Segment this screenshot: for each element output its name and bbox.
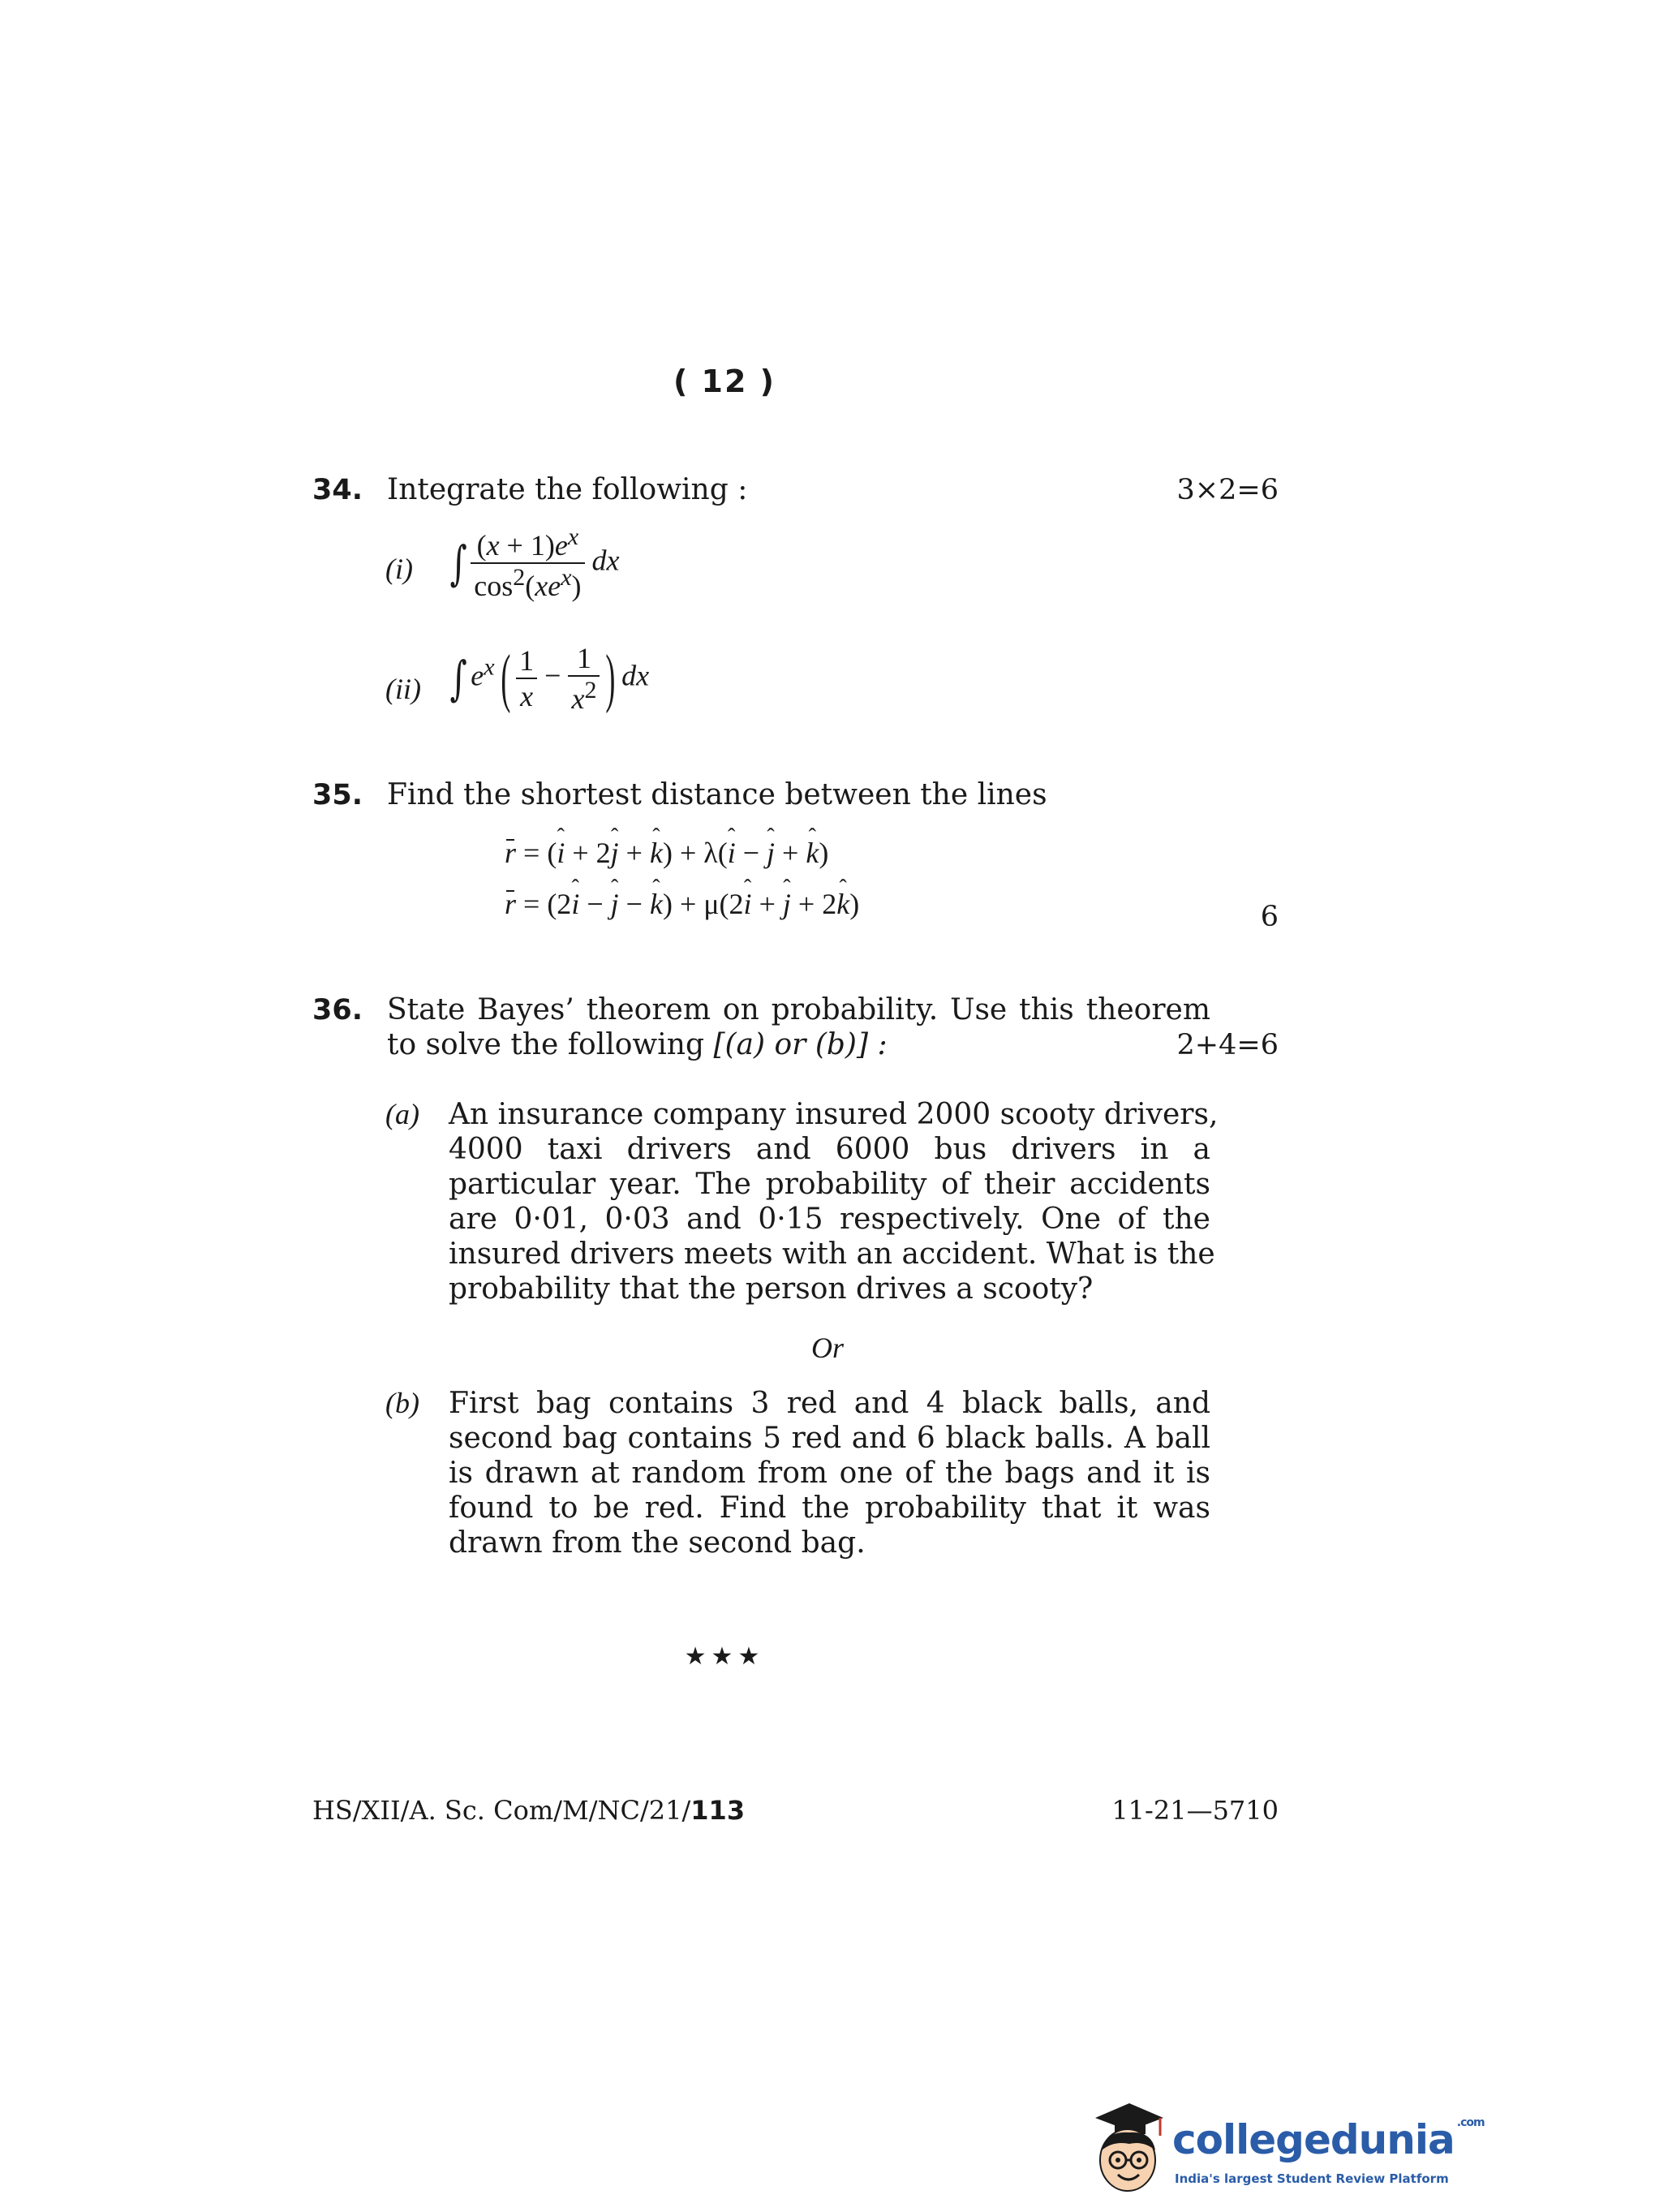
question-34-marks: 3×2=6 xyxy=(1176,474,1279,506)
q36-part-b-line: drawn from the second bag. xyxy=(449,1526,866,1560)
q34-part-i-label: (i) xyxy=(385,553,413,585)
question-36-choice: [(a) or (b)] : xyxy=(713,1028,888,1061)
brand-name xyxy=(1172,2116,1485,2163)
q35-line-2-equation: r = (2ˆ i − ˆ j − ˆ k) + μ(2ˆ i + ˆ j + 2ˆ k) xyxy=(505,887,859,921)
q36-part-a-line: An insurance company insured 2000 scooty drivers, xyxy=(449,1098,1219,1131)
question-35-number: 35. xyxy=(312,779,363,811)
q36-part-b-label: (b) xyxy=(385,1387,419,1419)
brand-suffix: .com xyxy=(1456,2116,1485,2129)
student-mascot-icon xyxy=(1079,2094,1168,2199)
q36-part-b-text xyxy=(449,1386,1210,1560)
q36-part-b-line: First bag contains 3 red and 4 black balls, and xyxy=(449,1387,1210,1420)
page-number: ( 12 ) xyxy=(673,364,776,399)
brand-name-text: collegedunia xyxy=(1172,2116,1455,2163)
q36-part-a-line: probability that the person drives a scooty? xyxy=(449,1272,1094,1306)
question-34-number: 34. xyxy=(312,474,363,506)
brand-tagline: India's largest Student Review Platform xyxy=(1175,2171,1449,2186)
q34-part-i-expression: ∫ $\frac{(x + 1)e^x}{\cos^2(xe^x)}$ dx xyxy=(449,523,620,602)
q36-part-a-line: are 0·01, 0·03 and 0·15 respectively. One of the xyxy=(449,1203,1210,1236)
question-36-line-2 xyxy=(387,1027,888,1062)
q36-part-a-text xyxy=(449,1097,1219,1306)
question-36-number: 36. xyxy=(312,994,363,1026)
q36-part-a-line: insured drivers meets with an accident. What is the xyxy=(449,1237,1215,1271)
q35-line-1-equation: r = (ˆ i + 2ˆ j + ˆ k) + λ(ˆ i − ˆ j + ˆ k) xyxy=(505,836,828,870)
question-36-line-2-text: to solve the following xyxy=(387,1028,704,1061)
q36-part-a-line: 4000 taxi drivers and 6000 bus drivers in a xyxy=(449,1133,1210,1166)
question-36-line-1: State Bayes’ theorem on probability. Use this theorem xyxy=(387,993,1210,1026)
question-35-marks: 6 xyxy=(1260,901,1279,933)
question-34-text: Integrate the following : xyxy=(387,473,748,506)
q34-part-ii-label: (ii) xyxy=(385,673,421,705)
paper-code-text: HS/XII/A. Sc. Com/M/NC/21/ xyxy=(312,1795,691,1826)
collegedunia-watermark xyxy=(1079,2094,1485,2199)
paper-code-number: 113 xyxy=(690,1795,746,1826)
paper-serial: 11-21—5710 xyxy=(1111,1795,1279,1826)
question-35-text: Find the shortest distance between the lines xyxy=(387,778,1047,811)
q36-part-a-label: (a) xyxy=(385,1098,419,1130)
end-stars: ★★★ xyxy=(684,1642,765,1671)
q36-part-b-line: found to be red. Find the probability that it was xyxy=(449,1491,1210,1525)
or-separator: Or xyxy=(810,1332,844,1364)
q36-part-b-line: is drawn at random from one of the bags and it is xyxy=(449,1457,1210,1490)
question-36-marks: 2+4=6 xyxy=(1176,1029,1279,1061)
q34-part-ii-expression: ∫ $e^x$( $\frac{1}{x}$ − $\frac{1}{x^2}$ ) dx xyxy=(449,642,650,715)
q36-part-a-line: particular year. The probability of their accidents xyxy=(449,1168,1210,1201)
q36-part-b-line: second bag contains 5 red and 6 black balls. A ball xyxy=(449,1422,1210,1455)
paper-code xyxy=(312,1795,745,1826)
